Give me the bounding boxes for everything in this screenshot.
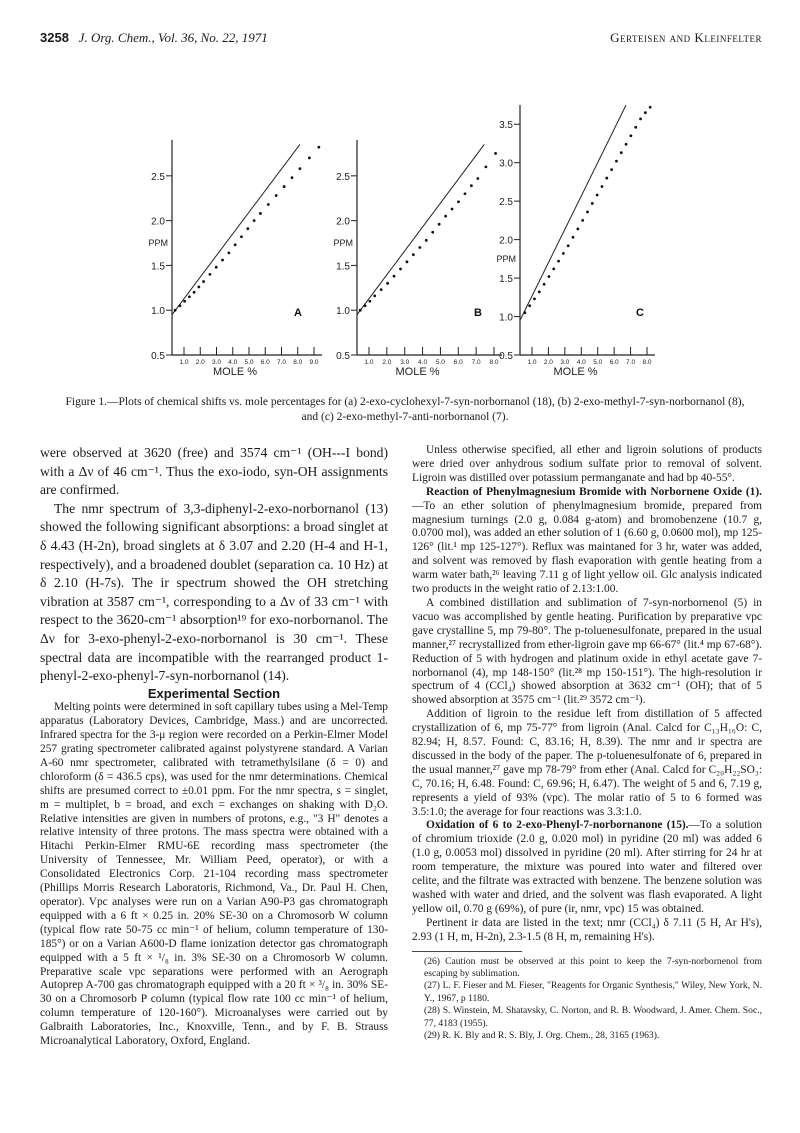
x-axis-label: MOLE % (395, 366, 440, 378)
x-axis-label: MOLE % (553, 366, 598, 378)
data-point (373, 294, 376, 297)
data-point (208, 273, 211, 276)
y-tick-label: 1.0 (151, 306, 165, 318)
y-tick-label: 0.5 (336, 351, 350, 362)
data-point (629, 134, 632, 137)
x-tick-label: 6.0 (260, 359, 270, 366)
paragraph: Pertinent ir data are listed in the text; nmr (CCl₄) δ 7.11 (5 H, Ar H's), 2.93 (1 H, m, H-2n), 2.3-1.5 (8 H, m, remaining H's). (412, 916, 762, 943)
data-point (267, 203, 270, 206)
data-point (425, 239, 428, 242)
paragraph-text: —To a solution of chromium trioxide (2.0 g, 0.020 mol) in pyridine (20 ml) was added 6 (1.0 g, 0.0053 mol) dissolved in pyridine (20 ml). After stirring for 24 hr at room temperature, the mixture was poured into water and filtered over celite, and the filtrate was extracted with benzene. The benzene solution was washed with water and dried, and the solvent was flash evaporated. A light yellow oil, 0.70 g (69%), of pure (ir, nmr, vpc) 15 was obtained. (412, 819, 762, 915)
data-point (364, 304, 367, 307)
paragraph: Addition of ligroin to the residue left from distillation of 5 affected crystallization of 6, mp 75-77° from ligroin (Anal. Calcd for C₁₃H₁₆O: C, 82.94; H, 8.57. Found: C, 83.16; H, 8.39). The nmr and ir spectra are discussed in the body of the paper. The p-toluenesulfonate of 6, prepared in the usual manner,²⁷ gave mp 78-79° from ether (Anal. Calcd for C₂₀H₂₂SO₃: C, 70.16; H, 6.48. Found: C, 69.96; H, 6.47). The weight of 5 and 6, 7.19 g, represents a yield of 93% (vpc). The molar ratio of 5 to 6 formed was 3.5:1.0; the average for four reactions was 3.3:1.0. (412, 708, 762, 818)
data-point (581, 219, 584, 222)
data-point (533, 297, 536, 300)
run-in-heading: Reaction of Phenylmagnesium Bromide with Norbornene Oxide (1). (426, 485, 762, 498)
left-column (40, 444, 388, 1049)
data-point (193, 291, 196, 294)
x-tick-label: 9.0 (309, 359, 319, 366)
y-tick-label: 1.5 (499, 274, 513, 286)
footnote: (27) L. F. Fieser and M. Fieser, "Reagents for Organic Synthesis," Wiley, New York, N. Y., 1967, p 1180. (424, 980, 762, 1004)
data-point (178, 304, 181, 307)
data-point (552, 267, 555, 270)
data-point (586, 211, 589, 214)
run-in-heading: Oxidation of 6 to 2-exo-Phenyl-7-norbornanone (15). (426, 819, 689, 832)
data-point (246, 227, 249, 230)
paragraph (412, 486, 762, 597)
data-point (601, 185, 604, 188)
data-point (567, 244, 570, 247)
data-point (431, 231, 434, 234)
y-axis-label: PPM (496, 253, 516, 264)
x-tick-label: 4.0 (418, 359, 428, 366)
y-tick-label: 2.5 (151, 171, 165, 183)
section-heading: Experimental Section (147, 685, 281, 701)
data-point (625, 143, 628, 146)
footnote-rule (412, 951, 522, 952)
x-tick-label: 1.0 (527, 359, 537, 366)
y-tick-label: 2.5 (336, 171, 350, 183)
data-point (317, 146, 320, 149)
paragraph (412, 819, 762, 916)
x-tick-label: 3.0 (560, 359, 570, 366)
data-point (197, 286, 200, 289)
data-point (543, 283, 546, 286)
data-point (183, 300, 186, 303)
data-point (380, 288, 383, 291)
x-tick-label: 2.0 (543, 359, 553, 366)
y-tick-label: 2.0 (336, 216, 350, 228)
x-tick-label: 3.0 (211, 359, 222, 366)
x-tick-label: 6.0 (453, 359, 463, 366)
data-point (634, 126, 637, 129)
panel-letter: A (294, 307, 302, 319)
data-point (393, 275, 396, 278)
footnote: (28) S. Winstein, M. Shatavsky, C. Norton, and R. B. Woodward, J. Amer. Chem. Soc., 77, 4183 (1955). (424, 1005, 762, 1029)
data-point (259, 212, 262, 215)
footnote: (26) Caution must be observed at this point to keep the 7-syn-norbornenol from escaping by sublimation. (424, 955, 762, 980)
data-point (639, 117, 642, 120)
data-point (605, 177, 608, 180)
fit-line (357, 144, 484, 314)
page-number: 3258 (40, 30, 69, 45)
data-point (368, 300, 371, 303)
y-tick-label: 0.5 (499, 351, 513, 362)
data-point (444, 215, 447, 218)
data-point (283, 185, 286, 188)
data-point (359, 309, 362, 312)
paragraph: were observed at 3620 (free) and 3574 cm⁻¹ (OH---I bond) with a Δν of 46 cm⁻¹. Thus the exo-iodo, syn-OH assignments are confirmed. (40, 445, 388, 498)
x-tick-label: 8.0 (293, 359, 303, 366)
data-point (240, 235, 243, 238)
data-point (221, 259, 224, 262)
paragraph-text: —To an ether solution of phenylmagnesium bromide, prepared from magnesium turnings (2.0 g, 0.084 g-atom) and bromobenzene (10.7 g, 0.0700 mol), was added an ether solution of 1 (6.60 g, 0.0600 mol), mp 125-126° (lit.¹ mp 125-127°). Reflux was maintaned for 3 hr, water was added, and solvent was removed by flash evaporation with gentle heating from a warm water bath,²⁶ leaving 7.11 g of light yellow oil. Glc analysis indicated two products in the weight ratio of 2.13:1.00. (412, 499, 762, 596)
data-point (174, 309, 177, 312)
data-point (418, 246, 421, 249)
data-point (620, 151, 623, 154)
data-point (596, 194, 599, 197)
data-point (202, 280, 205, 283)
running-authors: Gerteisen and Kleinfelter (610, 30, 762, 45)
data-point (476, 177, 479, 180)
x-tick-label: 7.0 (471, 359, 481, 366)
figure-caption: Figure 1.—Plots of chemical shifts vs. mole percentages for (a) 2-exo-cyclohexyl-7-syn-norbornanol (18), (b) 2-exo-methyl-7-syn-norbornanol (8), and (c) 2-exo-methyl-7-anti-norbornanol (7). (65, 396, 745, 423)
y-tick-label: 1.5 (151, 261, 165, 273)
x-tick-label: 4.0 (576, 359, 586, 366)
y-tick-label: 3.0 (499, 158, 513, 170)
paragraph: Melting points were determined in soft capillary tubes using a Mel-Temp apparatus (Laboratory Devices, Cambridge, Mass.) and are uncorrected. Infrared spectra for the 3-μ region were recorded on a Perkin-Elmer Model 257 grating spectrometer calibrated against polystyrene standard. A Varian A-60 nmr spectrometer, calibrated with tetramethylsilane (δ = 0) and chloroform (δ = 436.5 cps), was used for the nmr determinations. Chemical shifts are presumed correct to ±0.01 ppm. For the nmr spectra, s = singlet, m = multiplet, b = broad, and exch = exchanges on shaking with D₂O. Relative intensities are given in numbers of protons, e.g., "3 H" denotes a relative intensity of three protons. The mass spectra were obtained with a Hitachi Perkin-Elmer RMU-6E recording mass spectrometer (the University of Tennessee, Mr. William Peed, operator), or with a Consolidated Electronics Corp. 21-104 recording mass spectrometer (Phillips Morris Research Laboratoris, Richmond, Va., Dr. Paul H. Chen, operator). Vpc analyses were run on a Varian A90-P3 gas chromatograph equipped with a 6 ft × 0.25 in. 20% SE-30 on a Chromosorb W column (typical flow rate 50-75 cc min⁻¹ of helium, column temperature of 130-185°) or on a Varian A600-D flame ionization detector gas chromatograph equipped with a 5 ft × ¹/₈ in. 3% SE-30 on a Chromosorb W column. Preparative scale vpc separations were performed with an Aerograph Autoprep A-700 gas chromatograph equipped with a 20 ft × ³/₈ in. 30% SE-30 on a Chromosorb P column (typical flow rate 100 cc min⁻¹ of helium, column temperature of 120-160°). Microanalyses were carried out by Galbraith Laboratories, Inc., Knoxville, Tenn., and by F. B. Strauss Microanalytical Laboratory, Oxford, England. (40, 701, 388, 1048)
y-tick-label: 2.0 (151, 216, 165, 228)
journal-citation: J. Org. Chem., Vol. 36, No. 22, 1971 (78, 30, 268, 45)
x-tick-label: 5.0 (244, 359, 254, 366)
data-point (562, 252, 565, 255)
footnote: (29) R. K. Bly and R. S. Bly, J. Org. Chem., 28, 3165 (1963). (424, 1030, 660, 1042)
data-point (188, 295, 191, 298)
panel-letter: C (636, 307, 644, 319)
data-point (412, 253, 415, 256)
data-point (253, 219, 256, 222)
paragraph: The nmr spectrum of 3,3-diphenyl-2-exo-norbornanol (13) showed the following significant absorptions: a broad singlet at δ 4.43 (H-2n), broad singlets at δ 3.07 and 2.20 (H-4 and H-1, respectively), and a broadened doublet (separation ca. 10 Hz) at δ 2.10 (H-7s). The ir spectrum showed the OH stretching vibration at 3587 cm⁻¹, corresponding to a Δν of 33 cm⁻¹ with respect to the 3620-cm⁻¹ absorption¹⁹ for exo-norbornanol. The Δν for 3-exo-phenyl-2-exo-norbornanol is 30 cm⁻¹. These spectral data are incompatible with the rearranged product 1-phenyl-2-exo-phenyl-7-syn-norbornanol (14). (40, 500, 388, 684)
data-point (615, 160, 618, 163)
data-point (523, 311, 526, 314)
paragraph: A combined distillation and sublimation of 7-syn-norbornenol (5) in vacuo was accomplished by gentle heating. Purification by preparative vpc gave crystalline 5, mp 79-80°. The p-toluenesulfonate, prepared in the usual manner,²⁷ recrystallized from ether-ligroin gave mp 66-67° (lit.⁴ mp 67-68°). Reduction of 5 with hydrogen and platinum oxide in ethyl acetate gave 7-norbornanol (4), mp 148-150° (lit.²⁸ mp 150-151°). The high-resolution ir spectrum of 4 (CCl₄) showed absorption at 3632 cm⁻¹ (OH); that of 5 showed absorption at 3575 cm⁻¹ (lit.²⁹ 3572 cm⁻¹). (412, 596, 762, 707)
data-point (298, 167, 301, 170)
data-point (275, 194, 278, 197)
y-tick-label: 2.5 (499, 197, 513, 209)
y-axis-label: PPM (333, 238, 353, 249)
data-point (538, 291, 541, 294)
data-point (576, 227, 579, 230)
x-tick-label: 7.0 (626, 359, 636, 366)
data-point (386, 282, 389, 285)
x-tick-label: 4.0 (228, 359, 238, 366)
data-point (484, 165, 487, 168)
y-tick-label: 3.5 (499, 120, 513, 132)
x-tick-label: 5.0 (593, 359, 603, 366)
data-point (308, 157, 311, 160)
fit-line (172, 144, 300, 314)
x-tick-label: 8.0 (642, 359, 652, 366)
right-column (412, 444, 762, 1042)
data-point (406, 260, 409, 263)
x-tick-label: 3.0 (400, 359, 410, 366)
fit-line (520, 105, 626, 320)
data-point (291, 176, 294, 179)
y-tick-label: 1.5 (336, 261, 350, 273)
x-tick-label: 7.0 (276, 359, 287, 366)
y-tick-label: 2.0 (499, 235, 513, 247)
data-point (494, 152, 497, 155)
data-point (457, 200, 460, 203)
x-tick-label: 2.0 (382, 359, 392, 366)
x-tick-label: 8.0 (489, 359, 499, 366)
data-point (557, 260, 560, 263)
data-point (591, 202, 594, 205)
running-header (40, 30, 762, 52)
data-point (438, 223, 441, 226)
figure-1-plots (0, 80, 800, 390)
x-axis-label: MOLE % (212, 366, 258, 378)
x-tick-label: 6.0 (609, 359, 619, 366)
paragraph: Unless otherwise specified, all ether and ligroin solutions of products were dried over anhydrous sodium sulfate prior to removal of solvent. Ligroin was distilled over potassium permanganate and had bp 40-55°. (412, 444, 762, 484)
x-tick-label: 5.0 (435, 359, 445, 366)
x-tick-label: 2.0 (195, 359, 205, 366)
data-point (451, 208, 454, 211)
y-tick-label: 0.5 (151, 351, 165, 362)
data-point (227, 251, 230, 254)
data-point (644, 111, 647, 114)
data-point (528, 304, 531, 307)
x-tick-label: 1.0 (179, 359, 189, 366)
data-point (234, 243, 237, 246)
data-point (572, 236, 575, 239)
data-point (610, 168, 613, 171)
y-tick-label: 1.0 (336, 306, 350, 318)
data-point (548, 275, 551, 278)
data-point (215, 266, 218, 269)
data-point (399, 268, 402, 271)
y-tick-label: 1.0 (499, 312, 513, 324)
data-point (464, 192, 467, 195)
y-axis-label: PPM (148, 238, 168, 249)
data-point (649, 106, 652, 109)
x-tick-label: 1.0 (364, 359, 374, 366)
data-point (470, 184, 473, 187)
panel-letter: B (474, 307, 482, 319)
